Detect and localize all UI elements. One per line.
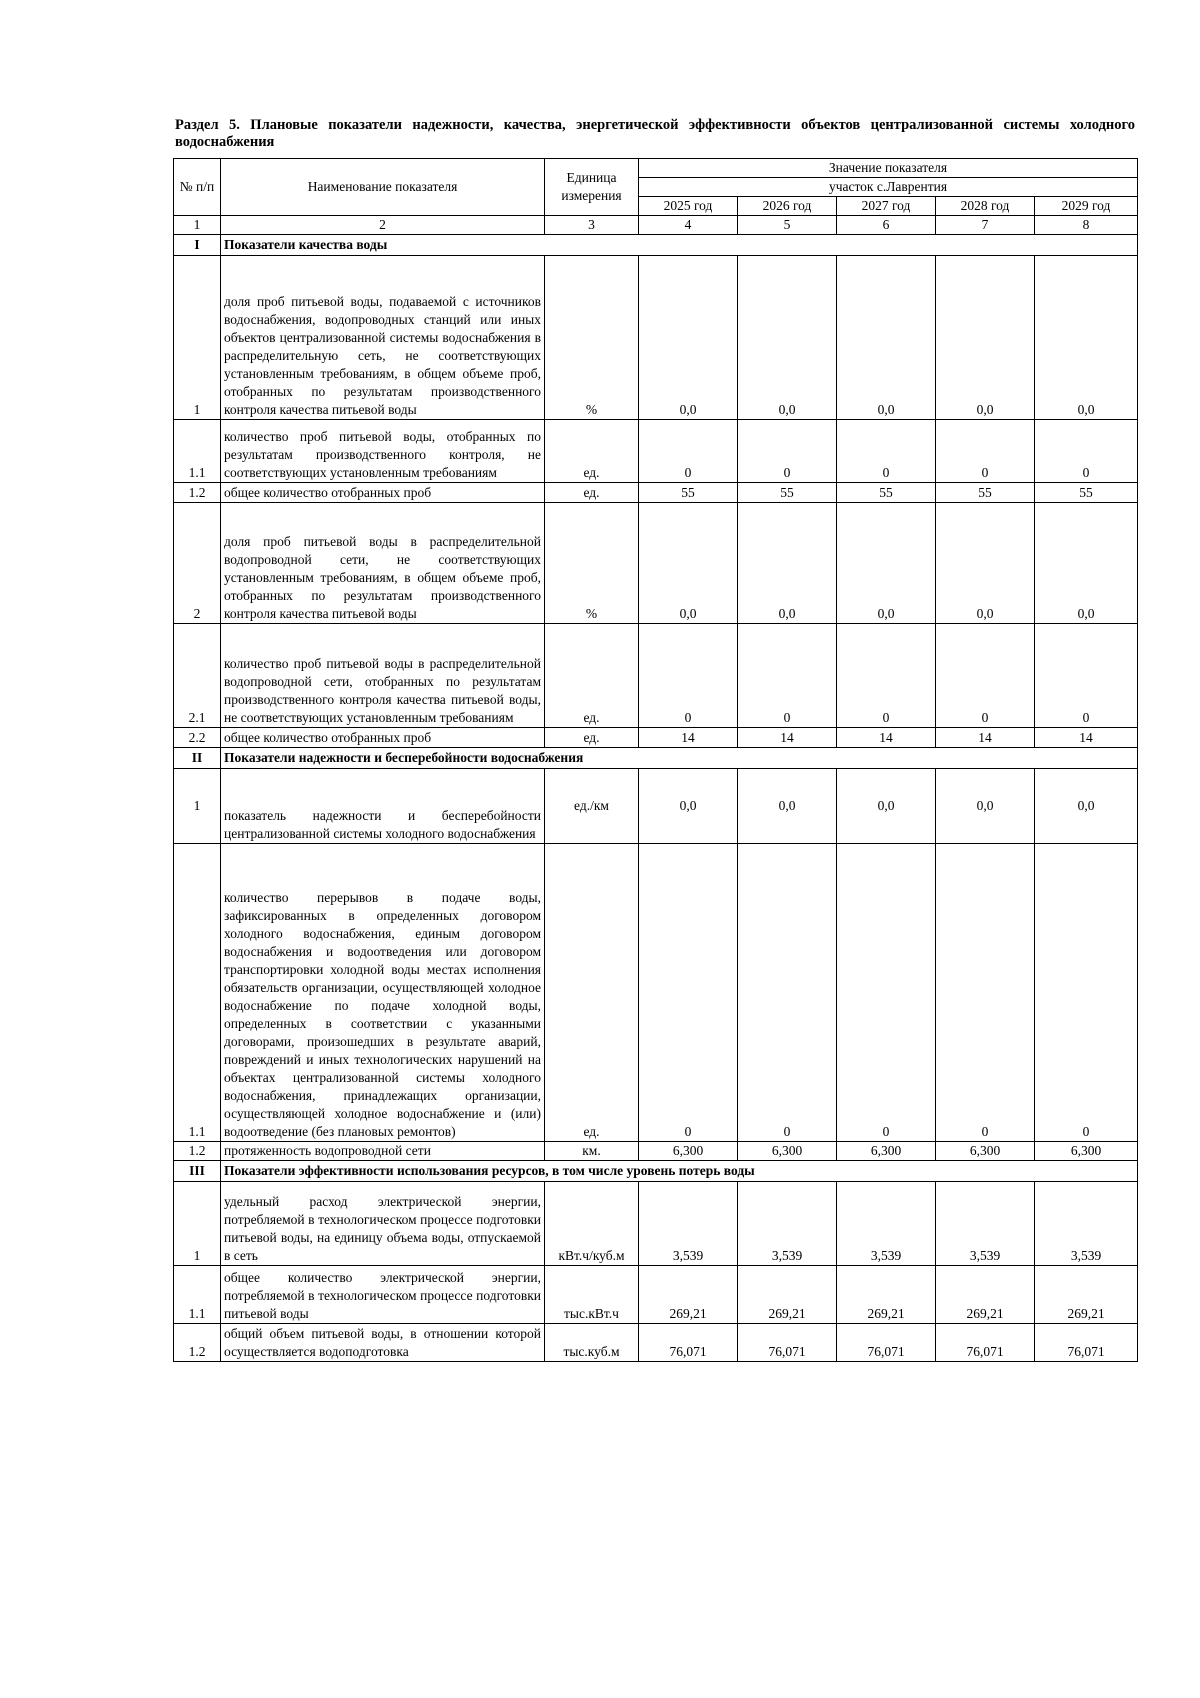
table-row — [174, 483, 1138, 503]
row-unit: ед. — [545, 483, 639, 503]
row-name: количество перерывов в подаче воды, зафиксированных в определенных договором холодного водоснабжения, единым договором водоснабжения и водоотведения или договором транспортировки холодной воды местах исполнения обязательств организации, осуществляющей холодное водоснабжение по подаче холодной воды, определенных в соответствии с указанными договорами, произошедших в результате аварий, повреждений и иных технологических нарушений на объектах централизованной системы холодного водоснабжения, принадлежащих организации, осуществляющей холодное водоснабжение и (или) водоотведение (без плановых ремонтов) — [221, 844, 545, 1142]
row-name: протяженность водопроводной сети — [221, 1142, 545, 1161]
row-name: удельный расход электрической энергии, потребляемой в технологическом процессе подготовки питьевой воды, на единицу объема воды, отпускаемой в сеть — [221, 1182, 545, 1266]
row-value: 55 — [1035, 483, 1138, 503]
row-value: 6,300 — [1035, 1142, 1138, 1161]
row-number: 1.2 — [174, 1324, 221, 1362]
row-number: 1.2 — [174, 1142, 221, 1161]
row-unit: ед. — [545, 624, 639, 728]
row-value: 0,0 — [837, 256, 936, 420]
row-value: 0,0 — [738, 256, 837, 420]
column-number: 7 — [936, 216, 1035, 235]
row-value: 0,0 — [1035, 769, 1138, 844]
row-value: 3,539 — [837, 1182, 936, 1266]
row-value: 0,0 — [1035, 256, 1138, 420]
section-title: Показатели качества воды — [221, 235, 639, 256]
row-number: 1 — [174, 769, 221, 844]
row-value: 0,0 — [837, 769, 936, 844]
column-number: 2 — [221, 216, 545, 235]
row-value: 14 — [1035, 728, 1138, 748]
row-value: 0 — [738, 420, 837, 483]
section-filler — [639, 235, 1138, 256]
row-value: 76,071 — [639, 1324, 738, 1362]
header-unit: Единица измерения — [545, 159, 639, 216]
table-row — [174, 844, 1138, 1142]
row-number: 1 — [174, 256, 221, 420]
header-year: 2028 год — [936, 197, 1035, 216]
row-value: 14 — [738, 728, 837, 748]
column-numbers-row — [174, 216, 1138, 235]
row-value: 0 — [837, 420, 936, 483]
row-value: 76,071 — [1035, 1324, 1138, 1362]
indicators-table — [173, 158, 1138, 1362]
table-row — [174, 256, 1138, 420]
row-value: 0,0 — [639, 256, 738, 420]
table-row — [174, 1142, 1138, 1161]
table-row — [174, 1266, 1138, 1324]
header-row — [174, 159, 1138, 178]
row-value: 269,21 — [837, 1266, 936, 1324]
row-unit: тыс.куб.м — [545, 1324, 639, 1362]
row-name: доля проб питьевой воды, подаваемой с источников водоснабжения, водопроводных станций или иных объектов централизованной системы водоснабжения в распределительную сеть, не соответствующих установленным требованиям, в общем объеме проб, отобранных по результатам производственного контроля качества питьевой воды — [221, 256, 545, 420]
section-row — [174, 748, 1138, 769]
row-unit: ед. — [545, 728, 639, 748]
row-value: 6,300 — [837, 1142, 936, 1161]
row-value: 0,0 — [936, 503, 1035, 624]
row-unit: ед. — [545, 420, 639, 483]
row-number: 2 — [174, 503, 221, 624]
header-year: 2027 год — [837, 197, 936, 216]
row-value: 55 — [837, 483, 936, 503]
row-value: 0 — [1035, 420, 1138, 483]
row-unit: кВт.ч/куб.м — [545, 1182, 639, 1266]
row-value: 3,539 — [1035, 1182, 1138, 1266]
row-value: 55 — [738, 483, 837, 503]
row-value: 3,539 — [639, 1182, 738, 1266]
section-number: I — [174, 235, 221, 256]
row-number: 1.1 — [174, 1266, 221, 1324]
row-value: 0 — [936, 624, 1035, 728]
section-filler — [738, 1161, 1138, 1182]
header-area: участок с.Лаврентия — [639, 178, 1138, 197]
column-number: 5 — [738, 216, 837, 235]
row-value: 269,21 — [738, 1266, 837, 1324]
row-value: 76,071 — [738, 1324, 837, 1362]
row-value: 3,539 — [936, 1182, 1035, 1266]
header-year: 2026 год — [738, 197, 837, 216]
table-row — [174, 1324, 1138, 1362]
row-value: 269,21 — [936, 1266, 1035, 1324]
row-unit: % — [545, 503, 639, 624]
row-value: 0 — [1035, 624, 1138, 728]
section-number: III — [174, 1161, 221, 1182]
row-value: 0,0 — [738, 503, 837, 624]
row-name: общее количество электрической энергии, потребляемой в технологическом процессе подготовки питьевой воды — [221, 1266, 545, 1324]
row-value: 3,539 — [738, 1182, 837, 1266]
row-value: 76,071 — [837, 1324, 936, 1362]
row-value: 0 — [837, 624, 936, 728]
row-value: 0 — [936, 844, 1035, 1142]
row-unit: % — [545, 256, 639, 420]
section-title: Показатели надежности и бесперебойности водоснабжения — [221, 748, 639, 769]
column-number: 4 — [639, 216, 738, 235]
table-row — [174, 1182, 1138, 1266]
row-value: 269,21 — [1035, 1266, 1138, 1324]
row-value: 0,0 — [1035, 503, 1138, 624]
row-value: 0 — [738, 844, 837, 1142]
row-number: 2.2 — [174, 728, 221, 748]
column-number: 1 — [174, 216, 221, 235]
row-value: 0,0 — [738, 769, 837, 844]
row-value: 6,300 — [936, 1142, 1035, 1161]
row-value: 0 — [936, 420, 1035, 483]
row-value: 6,300 — [639, 1142, 738, 1161]
row-value: 14 — [639, 728, 738, 748]
row-value: 0 — [1035, 844, 1138, 1142]
table-row — [174, 624, 1138, 728]
row-name: общее количество отобранных проб — [221, 483, 545, 503]
row-unit: ед./км — [545, 769, 639, 844]
row-value: 0 — [738, 624, 837, 728]
row-number: 1 — [174, 1182, 221, 1266]
row-name: общее количество отобранных проб — [221, 728, 545, 748]
header-year: 2025 год — [639, 197, 738, 216]
table-row — [174, 420, 1138, 483]
row-unit: ед. — [545, 844, 639, 1142]
section-row — [174, 1161, 1138, 1182]
row-name: количество проб питьевой воды, отобранных по результатам производственного контроля, не соответствующих установленным требованиям — [221, 420, 545, 483]
row-value: 14 — [936, 728, 1035, 748]
row-value: 0 — [837, 844, 936, 1142]
row-name: общий объем питьевой воды, в отношении которой осуществляется водоподготовка — [221, 1324, 545, 1362]
column-number: 8 — [1035, 216, 1138, 235]
page-title: Раздел 5. Плановые показатели надежности, качества, энергетической эффективности объектов централизованной системы холодного водоснабжения — [175, 117, 1135, 150]
section-number: II — [174, 748, 221, 769]
row-value: 269,21 — [639, 1266, 738, 1324]
row-value: 0,0 — [639, 769, 738, 844]
row-name: доля проб питьевой воды в распределительной водопроводной сети, не соответствующих установленным требованиям, в общем объеме проб, отобранных по результатам производственного контроля качества питьевой воды — [221, 503, 545, 624]
header-year: 2029 год — [1035, 197, 1138, 216]
header-value: Значение показателя — [639, 159, 1138, 178]
row-name: показатель надежности и бесперебойности централизованной системы холодного водоснабжения — [221, 769, 545, 844]
section-filler — [639, 748, 1138, 769]
row-number: 2.1 — [174, 624, 221, 728]
row-value: 0 — [639, 624, 738, 728]
column-number: 6 — [837, 216, 936, 235]
row-value: 55 — [639, 483, 738, 503]
row-name: количество проб питьевой воды в распределительной водопроводной сети, отобранных по результатам производственного контроля качества питьевой воды, не соответствующих установленным требованиям — [221, 624, 545, 728]
table-row — [174, 728, 1138, 748]
row-value: 0 — [639, 420, 738, 483]
row-value: 0,0 — [837, 503, 936, 624]
header-name: Наименование показателя — [221, 159, 545, 216]
row-value: 6,300 — [738, 1142, 837, 1161]
row-number: 1.1 — [174, 844, 221, 1142]
section-row — [174, 235, 1138, 256]
row-value: 0,0 — [936, 256, 1035, 420]
row-value: 14 — [837, 728, 936, 748]
row-value: 76,071 — [936, 1324, 1035, 1362]
row-number: 1.1 — [174, 420, 221, 483]
row-unit: км. — [545, 1142, 639, 1161]
row-number: 1.2 — [174, 483, 221, 503]
row-value: 0,0 — [639, 503, 738, 624]
table-row — [174, 769, 1138, 844]
section-title: Показатели эффективности использования ресурсов, в том числе уровень потерь воды — [221, 1161, 738, 1182]
row-value: 0,0 — [936, 769, 1035, 844]
row-value: 0 — [639, 844, 738, 1142]
row-unit: тыс.кВт.ч — [545, 1266, 639, 1324]
table-row — [174, 503, 1138, 624]
row-value: 55 — [936, 483, 1035, 503]
column-number: 3 — [545, 216, 639, 235]
header-num: № п/п — [174, 159, 221, 216]
